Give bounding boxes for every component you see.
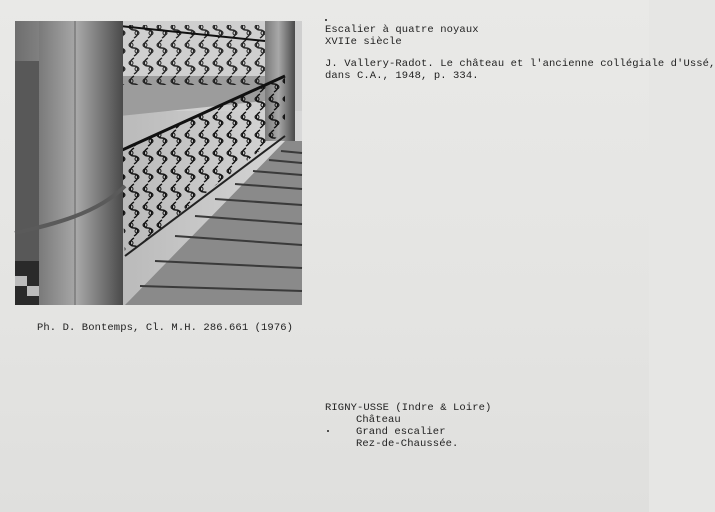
mark-dot bbox=[325, 19, 327, 21]
reference-source: dans C.A., 1948, p. 334. bbox=[325, 70, 479, 82]
location-part: Grand escalier bbox=[356, 426, 446, 438]
reference-author-title: J. Vallery-Radot. Le château et l'ancienne collégiale d'Ussé, bbox=[325, 58, 715, 70]
location-building: Château bbox=[356, 414, 401, 426]
photo-credit: Ph. D. Bontemps, Cl. M.H. 286.661 (1976) bbox=[37, 322, 294, 334]
location-level: Rez-de-Chaussée. bbox=[356, 438, 459, 450]
staircase-photo bbox=[15, 21, 302, 305]
location-commune: RIGNY-USSE (Indre & Loire) bbox=[325, 402, 492, 414]
mark-dot bbox=[327, 430, 329, 432]
staircase-photo-drawing bbox=[15, 21, 302, 305]
subject-title: Escalier à quatre noyaux bbox=[325, 24, 479, 36]
subject-century: XVIIe siècle bbox=[325, 36, 402, 48]
